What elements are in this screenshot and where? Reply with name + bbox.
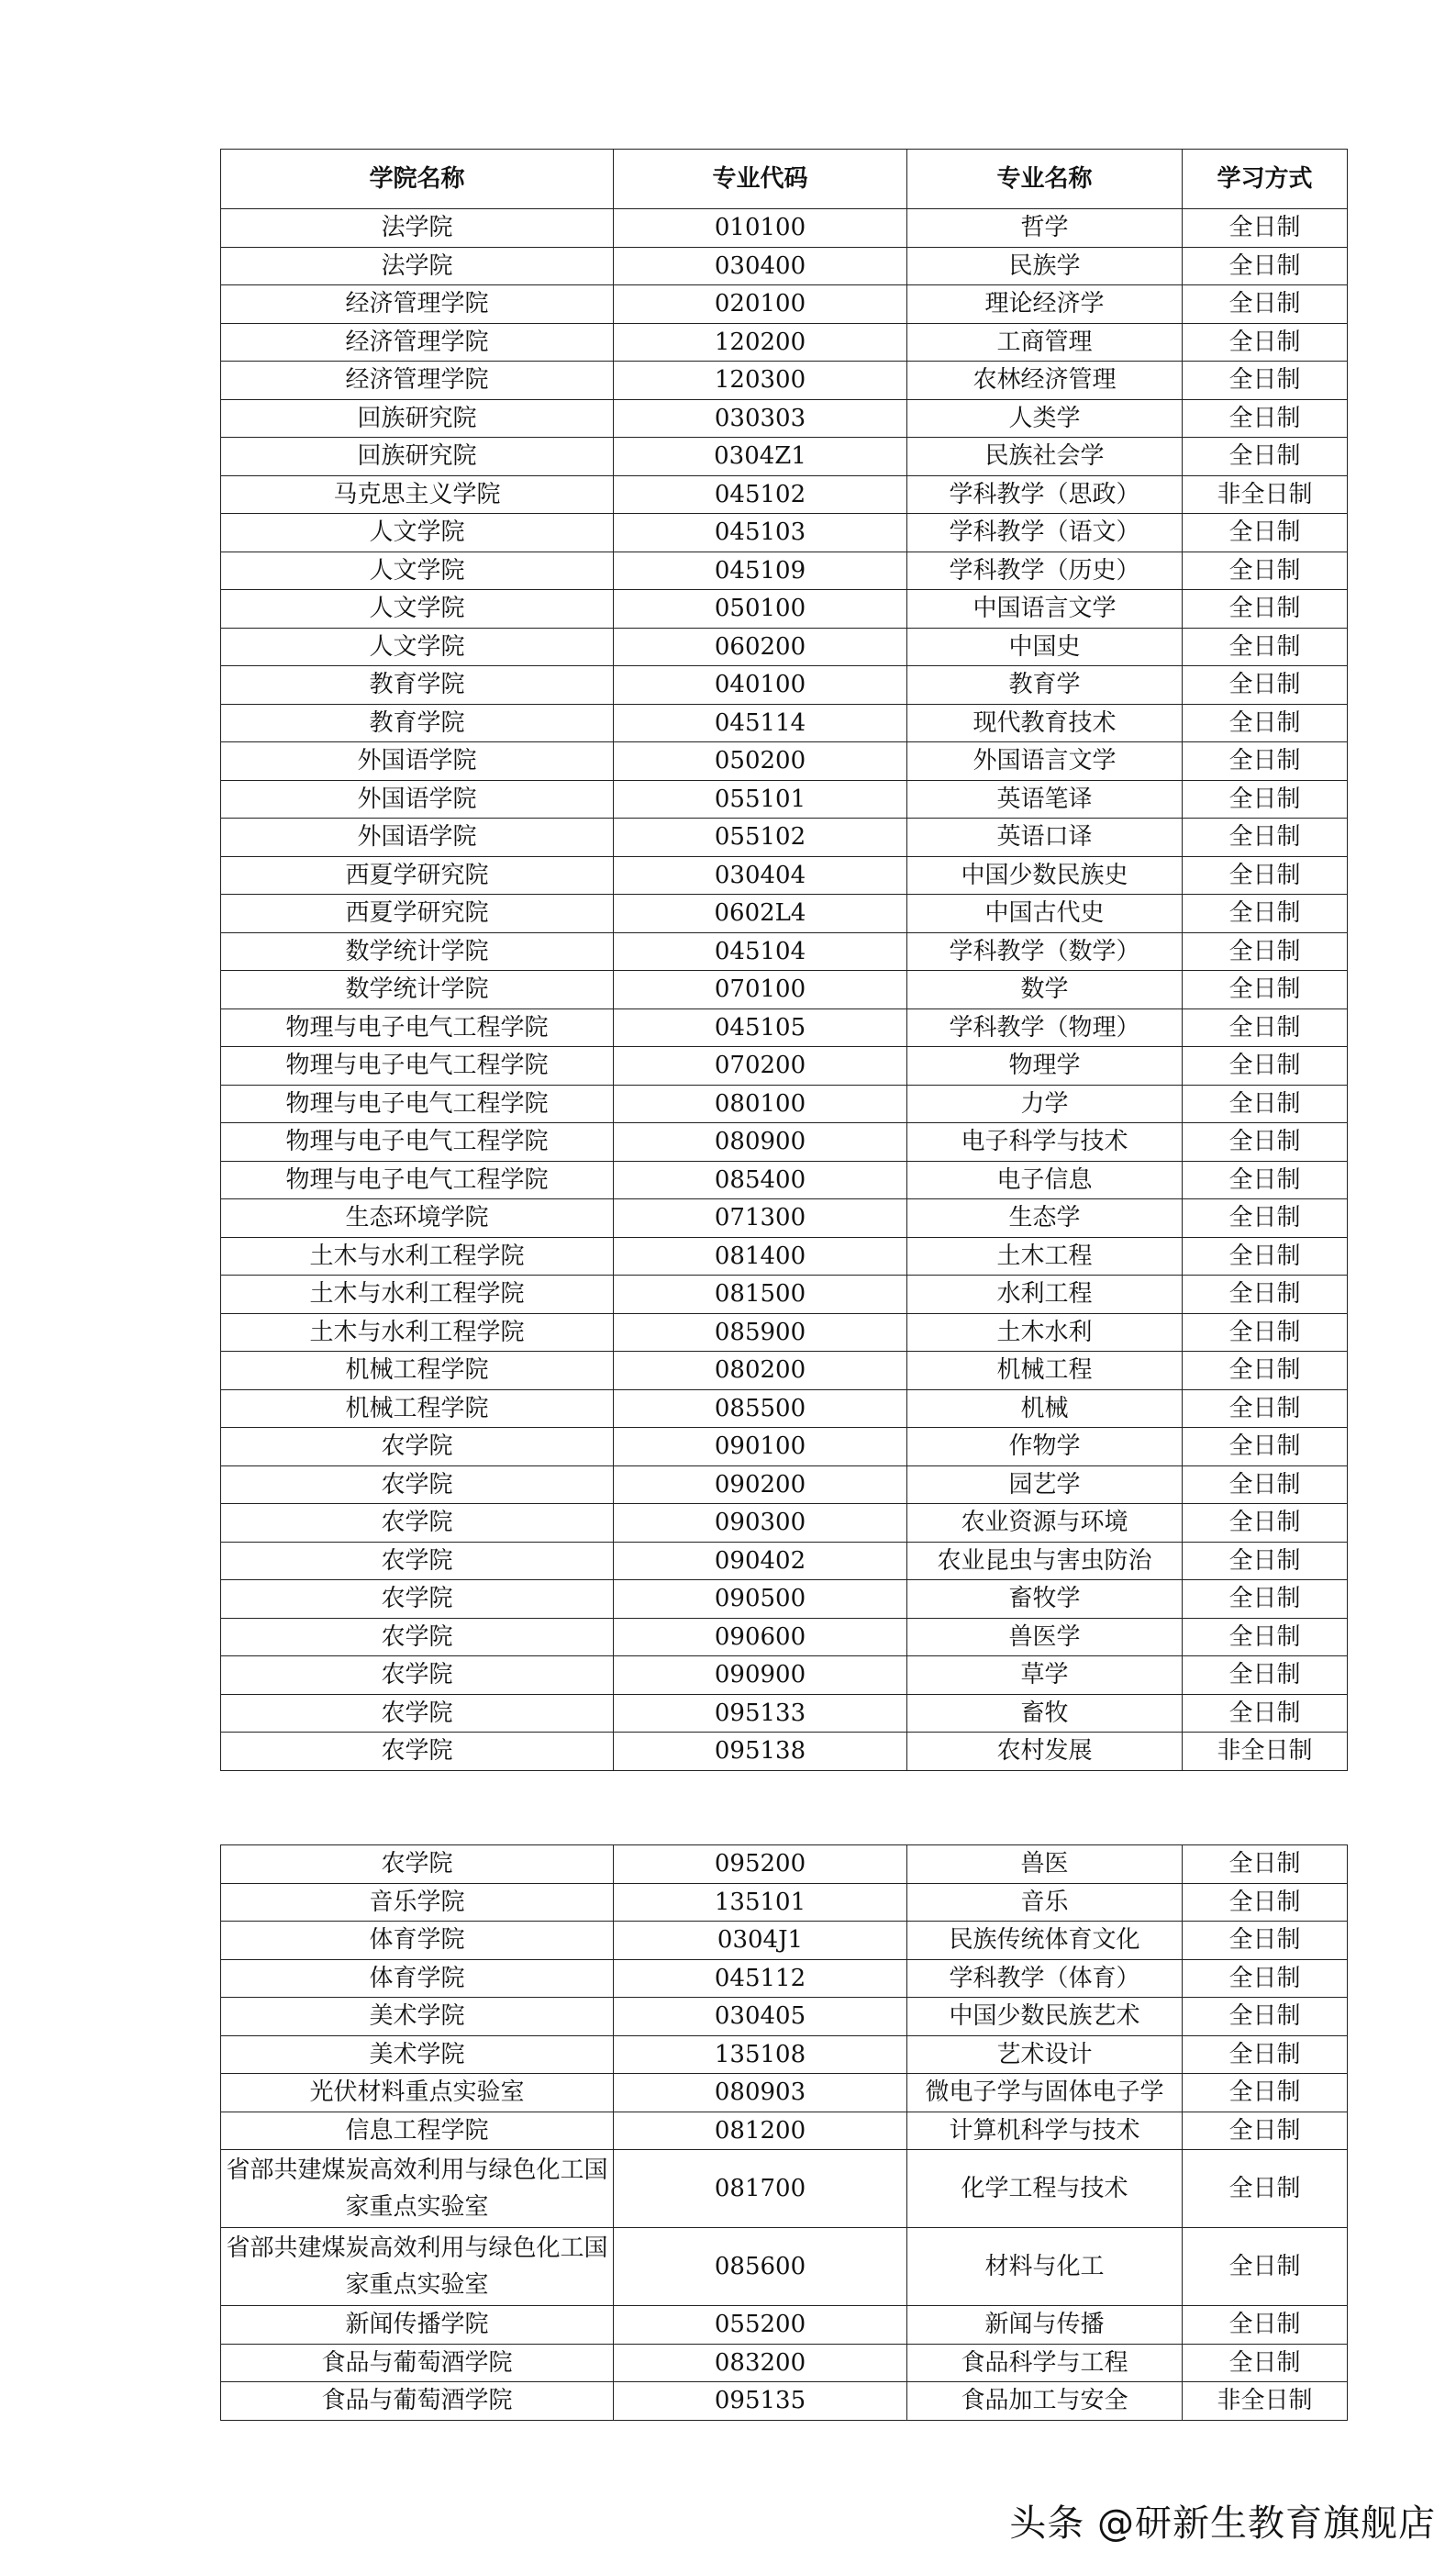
cell-major-name: 学科教学（思政） [907, 475, 1183, 514]
table-row [221, 1694, 1348, 1733]
cell-college: 食品与葡萄酒学院 [221, 2344, 614, 2382]
table-row [221, 1199, 1348, 1238]
cell-study-mode: 全日制 [1183, 704, 1348, 742]
cell-major-name: 中国史 [907, 628, 1183, 666]
cell-major-code: 085900 [614, 1313, 907, 1352]
cell-major-name: 微电子学与固体电子学 [907, 2074, 1183, 2112]
cell-study-mode: 全日制 [1183, 1085, 1348, 1123]
cell-major-name: 农业昆虫与害虫防治 [907, 1542, 1183, 1580]
cell-major-code: 045112 [614, 1959, 907, 1998]
cell-major-name: 兽医 [907, 1845, 1183, 1884]
cell-major-code: 030303 [614, 399, 907, 438]
cell-college: 人文学院 [221, 552, 614, 590]
cell-college: 新闻传播学院 [221, 2306, 614, 2345]
table-row [221, 1542, 1348, 1580]
table-row [221, 552, 1348, 590]
cell-study-mode: 全日制 [1183, 856, 1348, 895]
cell-major-code: 095200 [614, 1845, 907, 1884]
cell-major-code: 120300 [614, 362, 907, 400]
cell-study-mode: 全日制 [1183, 1428, 1348, 1466]
table-row [221, 1276, 1348, 1314]
table-row [221, 209, 1348, 248]
cell-study-mode: 非全日制 [1183, 1733, 1348, 1771]
cell-major-name: 英语笔译 [907, 780, 1183, 819]
cell-major-code: 071300 [614, 1199, 907, 1238]
cell-major-name: 民族学 [907, 247, 1183, 285]
cell-college: 农学院 [221, 1580, 614, 1619]
cell-study-mode: 全日制 [1183, 780, 1348, 819]
cell-college: 经济管理学院 [221, 362, 614, 400]
cell-major-name: 教育学 [907, 666, 1183, 705]
table-row [221, 1733, 1348, 1771]
cell-major-code: 045102 [614, 475, 907, 514]
table-row [221, 590, 1348, 629]
cell-college: 数学统计学院 [221, 932, 614, 971]
cell-major-name: 兽医学 [907, 1618, 1183, 1656]
cell-study-mode: 全日制 [1183, 1580, 1348, 1619]
table-row [221, 1008, 1348, 1047]
cell-study-mode: 全日制 [1183, 1352, 1348, 1390]
cell-major-name: 畜牧学 [907, 1580, 1183, 1619]
cell-major-code: 090200 [614, 1465, 907, 1504]
cell-major-code: 030405 [614, 1998, 907, 2036]
cell-major-name: 音乐 [907, 1883, 1183, 1922]
cell-major-code: 085400 [614, 1161, 907, 1199]
cell-major-code: 090100 [614, 1428, 907, 1466]
cell-study-mode: 全日制 [1183, 2344, 1348, 2382]
cell-major-name: 中国少数民族艺术 [907, 1998, 1183, 2036]
table-row [221, 2035, 1348, 2074]
cell-college: 农学院 [221, 1542, 614, 1580]
cell-major-name: 农村发展 [907, 1733, 1183, 1771]
table-row [221, 666, 1348, 705]
cell-college: 经济管理学院 [221, 323, 614, 362]
cell-study-mode: 全日制 [1183, 2306, 1348, 2345]
cell-study-mode: 全日制 [1183, 2074, 1348, 2112]
cell-major-name: 化学工程与技术 [907, 2150, 1183, 2228]
cell-major-code: 095138 [614, 1733, 907, 1771]
cell-major-code: 083200 [614, 2344, 907, 2382]
cell-major-code: 081400 [614, 1237, 907, 1276]
cell-major-name: 机械 [907, 1389, 1183, 1428]
watermark-text: 头条 @研新生教育旗舰店 [1009, 2502, 1436, 2545]
cell-major-code: 080200 [614, 1352, 907, 1390]
table-row [221, 856, 1348, 895]
cell-college: 美术学院 [221, 2035, 614, 2074]
cell-major-code: 045103 [614, 514, 907, 552]
cell-study-mode: 全日制 [1183, 2228, 1348, 2306]
cell-major-name: 民族传统体育文化 [907, 1922, 1183, 1960]
cell-major-name: 草学 [907, 1656, 1183, 1695]
table-row [221, 2112, 1348, 2150]
table-row [221, 475, 1348, 514]
cell-major-name: 食品加工与安全 [907, 2382, 1183, 2421]
cell-study-mode: 全日制 [1183, 1123, 1348, 1162]
cell-study-mode: 全日制 [1183, 1389, 1348, 1428]
cell-college: 教育学院 [221, 704, 614, 742]
cell-major-name: 艺术设计 [907, 2035, 1183, 2074]
cell-college: 外国语学院 [221, 742, 614, 781]
table-row [221, 1313, 1348, 1352]
cell-major-code: 085600 [614, 2228, 907, 2306]
cell-study-mode: 全日制 [1183, 514, 1348, 552]
cell-major-code: 055200 [614, 2306, 907, 2345]
cell-major-name: 现代教育技术 [907, 704, 1183, 742]
cell-college: 人文学院 [221, 514, 614, 552]
cell-college: 体育学院 [221, 1959, 614, 1998]
cell-major-name: 学科教学（数学） [907, 932, 1183, 971]
cell-college: 省部共建煤炭高效利用与绿色化工国家重点实验室 [221, 2150, 614, 2228]
cell-college: 农学院 [221, 1656, 614, 1695]
cell-study-mode: 全日制 [1183, 1998, 1348, 2036]
table-row [221, 1123, 1348, 1162]
cell-major-code: 090300 [614, 1504, 907, 1543]
table-row [221, 323, 1348, 362]
cell-college: 人文学院 [221, 590, 614, 629]
cell-major-name: 电子信息 [907, 1161, 1183, 1199]
table-row [221, 2074, 1348, 2112]
table-row [221, 285, 1348, 324]
cell-major-name: 外国语言文学 [907, 742, 1183, 781]
cell-major-name: 土木水利 [907, 1313, 1183, 1352]
table-row [221, 704, 1348, 742]
cell-college: 法学院 [221, 247, 614, 285]
table-row [221, 1428, 1348, 1466]
cell-study-mode: 全日制 [1183, 362, 1348, 400]
cell-major-code: 050200 [614, 742, 907, 781]
cell-major-code: 090900 [614, 1656, 907, 1695]
table-row [221, 1959, 1348, 1998]
table-row [221, 895, 1348, 933]
table-row [221, 742, 1348, 781]
cell-study-mode: 全日制 [1183, 590, 1348, 629]
cell-major-name: 机械工程 [907, 1352, 1183, 1390]
cell-college: 物理与电子电气工程学院 [221, 1085, 614, 1123]
cell-major-code: 080903 [614, 2074, 907, 2112]
cell-major-name: 学科教学（语文） [907, 514, 1183, 552]
cell-major-code: 135108 [614, 2035, 907, 2074]
cell-major-name: 学科教学（历史） [907, 552, 1183, 590]
cell-major-code: 030400 [614, 247, 907, 285]
cell-college: 土木与水利工程学院 [221, 1313, 614, 1352]
cell-major-code: 010100 [614, 209, 907, 248]
table-row [221, 2228, 1348, 2306]
cell-college: 人文学院 [221, 628, 614, 666]
table-row [221, 932, 1348, 971]
cell-study-mode: 全日制 [1183, 209, 1348, 248]
cell-college: 省部共建煤炭高效利用与绿色化工国家重点实验室 [221, 2228, 614, 2306]
cell-major-code: 050100 [614, 590, 907, 629]
cell-study-mode: 全日制 [1183, 1542, 1348, 1580]
table-row [221, 438, 1348, 476]
table-row [221, 2150, 1348, 2228]
table-row [221, 2382, 1348, 2421]
table-row [221, 1845, 1348, 1884]
cell-college: 西夏学研究院 [221, 856, 614, 895]
cell-major-code: 081200 [614, 2112, 907, 2150]
cell-major-code: 0602L4 [614, 895, 907, 933]
cell-study-mode: 全日制 [1183, 438, 1348, 476]
table-row [221, 1237, 1348, 1276]
cell-major-name: 英语口译 [907, 819, 1183, 857]
cell-study-mode: 全日制 [1183, 628, 1348, 666]
table-row [221, 1618, 1348, 1656]
table-row [221, 1389, 1348, 1428]
cell-major-code: 070100 [614, 971, 907, 1009]
cell-college: 土木与水利工程学院 [221, 1276, 614, 1314]
cell-major-code: 055102 [614, 819, 907, 857]
cell-college: 食品与葡萄酒学院 [221, 2382, 614, 2421]
cell-study-mode: 全日制 [1183, 1276, 1348, 1314]
cell-study-mode: 全日制 [1183, 1008, 1348, 1047]
cell-major-code: 080100 [614, 1085, 907, 1123]
cell-major-name: 中国古代史 [907, 895, 1183, 933]
cell-college: 教育学院 [221, 666, 614, 705]
cell-major-name: 农林经济管理 [907, 362, 1183, 400]
cell-major-code: 135101 [614, 1883, 907, 1922]
cell-study-mode: 全日制 [1183, 1504, 1348, 1543]
cell-college: 机械工程学院 [221, 1352, 614, 1390]
cell-major-code: 040100 [614, 666, 907, 705]
cell-major-code: 0304Z1 [614, 438, 907, 476]
header-college: 学院名称 [221, 150, 614, 209]
cell-major-name: 哲学 [907, 209, 1183, 248]
cell-major-name: 计算机科学与技术 [907, 2112, 1183, 2150]
cell-major-code: 0304J1 [614, 1922, 907, 1960]
cell-major-name: 电子科学与技术 [907, 1123, 1183, 1162]
cell-major-code: 060200 [614, 628, 907, 666]
cell-major-code: 030404 [614, 856, 907, 895]
cell-major-code: 055101 [614, 780, 907, 819]
table-row [221, 1504, 1348, 1543]
cell-college: 物理与电子电气工程学院 [221, 1161, 614, 1199]
table-row [221, 247, 1348, 285]
header-major-code: 专业代码 [614, 150, 907, 209]
cell-college: 音乐学院 [221, 1883, 614, 1922]
cell-major-name: 生态学 [907, 1199, 1183, 1238]
cell-major-code: 070200 [614, 1047, 907, 1086]
cell-college: 美术学院 [221, 1998, 614, 2036]
cell-study-mode: 全日制 [1183, 1656, 1348, 1695]
cell-major-name: 民族社会学 [907, 438, 1183, 476]
cell-college: 农学院 [221, 1845, 614, 1884]
cell-major-code: 081500 [614, 1276, 907, 1314]
cell-college: 农学院 [221, 1618, 614, 1656]
cell-major-code: 045114 [614, 704, 907, 742]
cell-study-mode: 全日制 [1183, 1845, 1348, 1884]
cell-college: 农学院 [221, 1504, 614, 1543]
cell-major-name: 材料与化工 [907, 2228, 1183, 2306]
cell-study-mode: 全日制 [1183, 323, 1348, 362]
cell-study-mode: 全日制 [1183, 932, 1348, 971]
cell-college: 信息工程学院 [221, 2112, 614, 2150]
cell-study-mode: 全日制 [1183, 1465, 1348, 1504]
cell-study-mode: 非全日制 [1183, 2382, 1348, 2421]
cell-college: 农学院 [221, 1733, 614, 1771]
cell-study-mode: 全日制 [1183, 1237, 1348, 1276]
cell-major-code: 085500 [614, 1389, 907, 1428]
cell-college: 回族研究院 [221, 438, 614, 476]
cell-major-code: 090500 [614, 1580, 907, 1619]
cell-major-code: 080900 [614, 1123, 907, 1162]
cell-study-mode: 全日制 [1183, 1161, 1348, 1199]
cell-study-mode: 全日制 [1183, 666, 1348, 705]
table-row [221, 399, 1348, 438]
cell-major-code: 095135 [614, 2382, 907, 2421]
cell-major-code: 045104 [614, 932, 907, 971]
cell-major-name: 数学 [907, 971, 1183, 1009]
cell-major-name: 土木工程 [907, 1237, 1183, 1276]
cell-college: 物理与电子电气工程学院 [221, 1047, 614, 1086]
cell-college: 法学院 [221, 209, 614, 248]
cell-study-mode: 全日制 [1183, 1313, 1348, 1352]
header-study-mode: 学习方式 [1183, 150, 1348, 209]
majors-table-part1 [220, 149, 1348, 1771]
cell-college: 土木与水利工程学院 [221, 1237, 614, 1276]
cell-major-name: 园艺学 [907, 1465, 1183, 1504]
table-row [221, 1161, 1348, 1199]
cell-study-mode: 全日制 [1183, 1199, 1348, 1238]
table-row [221, 514, 1348, 552]
table-row [221, 628, 1348, 666]
table-row [221, 780, 1348, 819]
header-major-name: 专业名称 [907, 150, 1183, 209]
cell-study-mode: 全日制 [1183, 1959, 1348, 1998]
cell-study-mode: 全日制 [1183, 895, 1348, 933]
cell-major-name: 工商管理 [907, 323, 1183, 362]
cell-study-mode: 全日制 [1183, 742, 1348, 781]
cell-college: 数学统计学院 [221, 971, 614, 1009]
cell-study-mode: 全日制 [1183, 2035, 1348, 2074]
cell-study-mode: 全日制 [1183, 1618, 1348, 1656]
cell-major-name: 力学 [907, 1085, 1183, 1123]
cell-major-name: 学科教学（物理） [907, 1008, 1183, 1047]
cell-study-mode: 全日制 [1183, 399, 1348, 438]
cell-college: 农学院 [221, 1428, 614, 1466]
cell-college: 体育学院 [221, 1922, 614, 1960]
table-row [221, 819, 1348, 857]
cell-major-code: 120200 [614, 323, 907, 362]
cell-major-code: 020100 [614, 285, 907, 324]
cell-major-code: 090402 [614, 1542, 907, 1580]
cell-major-code: 045109 [614, 552, 907, 590]
cell-major-name: 水利工程 [907, 1276, 1183, 1314]
cell-college: 机械工程学院 [221, 1389, 614, 1428]
cell-college: 西夏学研究院 [221, 895, 614, 933]
cell-study-mode: 全日制 [1183, 2112, 1348, 2150]
cell-major-code: 045105 [614, 1008, 907, 1047]
cell-study-mode: 全日制 [1183, 819, 1348, 857]
cell-major-name: 新闻与传播 [907, 2306, 1183, 2345]
cell-major-name: 人类学 [907, 399, 1183, 438]
cell-study-mode: 非全日制 [1183, 475, 1348, 514]
cell-college: 物理与电子电气工程学院 [221, 1123, 614, 1162]
cell-study-mode: 全日制 [1183, 1883, 1348, 1922]
table-row [221, 1352, 1348, 1390]
cell-major-name: 理论经济学 [907, 285, 1183, 324]
cell-college: 经济管理学院 [221, 285, 614, 324]
cell-college: 马克思主义学院 [221, 475, 614, 514]
cell-college: 物理与电子电气工程学院 [221, 1008, 614, 1047]
cell-college: 光伏材料重点实验室 [221, 2074, 614, 2112]
table-row [221, 362, 1348, 400]
cell-major-name: 学科教学（体育） [907, 1959, 1183, 1998]
cell-college: 生态环境学院 [221, 1199, 614, 1238]
table-row [221, 1883, 1348, 1922]
cell-major-name: 食品科学与工程 [907, 2344, 1183, 2382]
table-row [221, 1656, 1348, 1695]
cell-study-mode: 全日制 [1183, 552, 1348, 590]
cell-major-name: 中国少数民族史 [907, 856, 1183, 895]
cell-study-mode: 全日制 [1183, 1922, 1348, 1960]
cell-college: 外国语学院 [221, 819, 614, 857]
table-row [221, 1998, 1348, 2036]
cell-study-mode: 全日制 [1183, 1694, 1348, 1733]
cell-college: 农学院 [221, 1465, 614, 1504]
majors-table-part2 [220, 1844, 1348, 2421]
cell-study-mode: 全日制 [1183, 285, 1348, 324]
table-row [221, 971, 1348, 1009]
cell-study-mode: 全日制 [1183, 2150, 1348, 2228]
table-row [221, 1047, 1348, 1086]
cell-major-name: 畜牧 [907, 1694, 1183, 1733]
cell-college: 回族研究院 [221, 399, 614, 438]
cell-major-code: 081700 [614, 2150, 907, 2228]
cell-major-name: 物理学 [907, 1047, 1183, 1086]
cell-college: 农学院 [221, 1694, 614, 1733]
table-row [221, 1922, 1348, 1960]
cell-major-name: 农业资源与环境 [907, 1504, 1183, 1543]
table-header-row [221, 150, 1348, 209]
cell-major-code: 095133 [614, 1694, 907, 1733]
table-row [221, 1085, 1348, 1123]
cell-study-mode: 全日制 [1183, 247, 1348, 285]
cell-major-name: 中国语言文学 [907, 590, 1183, 629]
table-row [221, 1580, 1348, 1619]
table-row [221, 2344, 1348, 2382]
cell-study-mode: 全日制 [1183, 1047, 1348, 1086]
cell-major-name: 作物学 [907, 1428, 1183, 1466]
table-row [221, 2306, 1348, 2345]
cell-college: 外国语学院 [221, 780, 614, 819]
cell-study-mode: 全日制 [1183, 971, 1348, 1009]
table-row [221, 1465, 1348, 1504]
cell-major-code: 090600 [614, 1618, 907, 1656]
